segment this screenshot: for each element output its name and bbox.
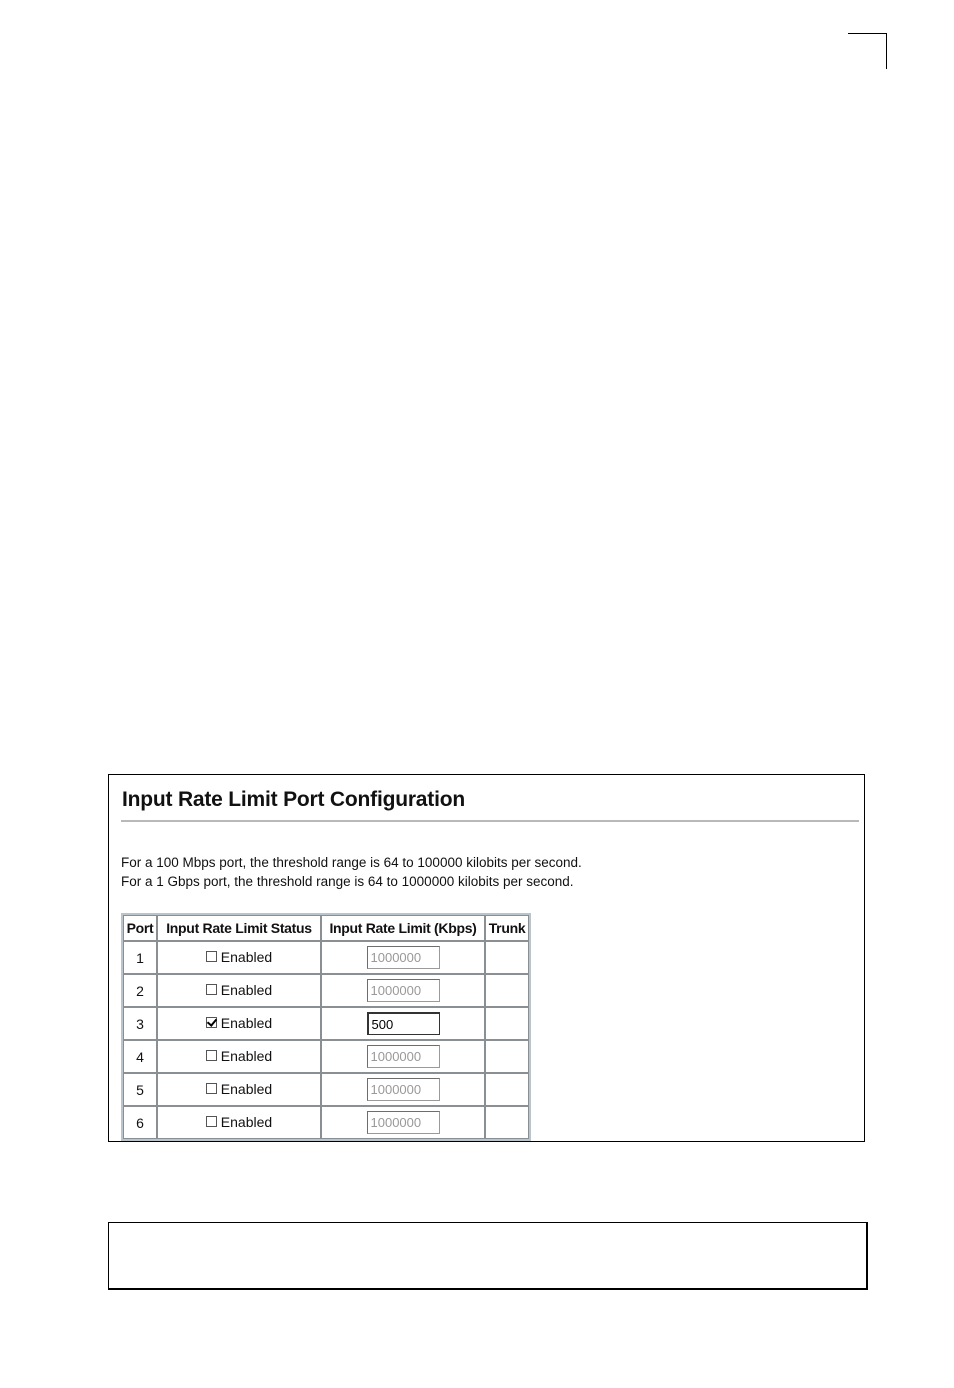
status-cell — [157, 1007, 321, 1040]
enabled-checkbox-label[interactable] — [206, 1081, 272, 1097]
status-cell — [157, 1040, 321, 1073]
port-cell: 3 — [123, 1007, 157, 1040]
table-row — [123, 1106, 529, 1139]
limit-cell — [321, 1007, 485, 1040]
rate-limit-table — [121, 913, 531, 1141]
trunk-cell — [485, 1073, 529, 1106]
enabled-label: Enabled — [220, 1048, 273, 1065]
rate-limit-input[interactable] — [367, 1012, 440, 1035]
trunk-cell — [485, 941, 529, 974]
table-row — [123, 1040, 529, 1073]
enabled-checkbox[interactable] — [206, 951, 217, 962]
limit-cell — [321, 974, 485, 1007]
limit-cell — [321, 1040, 485, 1073]
threshold-note-1gbps: For a 1 Gbps port, the threshold range is 64 to 1000000 kilobits per second. — [121, 874, 574, 889]
command-example-box — [108, 1222, 868, 1290]
enabled-checkbox-label[interactable] — [206, 1048, 272, 1064]
port-cell: 4 — [123, 1040, 157, 1073]
enabled-label: Enabled — [220, 1081, 273, 1098]
enabled-checkbox-label[interactable] — [206, 982, 272, 998]
port-cell: 6 — [123, 1106, 157, 1139]
port-cell: 5 — [123, 1073, 157, 1106]
header-trunk: Trunk — [485, 915, 529, 941]
enabled-label: Enabled — [220, 1114, 273, 1131]
enabled-checkbox[interactable] — [206, 984, 217, 995]
table-row — [123, 1007, 529, 1040]
status-cell — [157, 974, 321, 1007]
header-limit: Input Rate Limit (Kbps) — [321, 915, 485, 941]
enabled-checkbox[interactable] — [206, 1116, 217, 1127]
header-status: Input Rate Limit Status — [157, 915, 321, 941]
enabled-label: Enabled — [220, 949, 273, 966]
port-cell: 1 — [123, 941, 157, 974]
enabled-checkbox-label[interactable] — [206, 949, 272, 965]
table-row — [123, 974, 529, 1007]
rate-limit-input[interactable] — [367, 1111, 440, 1134]
limit-cell — [321, 1073, 485, 1106]
enabled-checkbox-label[interactable] — [206, 1015, 272, 1031]
enabled-checkbox[interactable] — [206, 1050, 217, 1061]
enabled-label: Enabled — [220, 1015, 273, 1032]
rate-limit-input[interactable] — [367, 1078, 440, 1101]
port-cell: 2 — [123, 974, 157, 1007]
rate-limit-input[interactable] — [367, 1045, 440, 1068]
rate-limit-input[interactable] — [367, 979, 440, 1002]
enabled-label: Enabled — [220, 982, 273, 999]
status-cell — [157, 941, 321, 974]
page-title: Input Rate Limit Port Configuration — [122, 788, 465, 811]
rate-limit-input[interactable] — [367, 946, 440, 969]
table-row — [123, 941, 529, 974]
status-cell — [157, 1106, 321, 1139]
trunk-cell — [485, 1007, 529, 1040]
enabled-checkbox-label[interactable] — [206, 1114, 272, 1130]
enabled-checkbox[interactable] — [206, 1017, 217, 1028]
limit-cell — [321, 1106, 485, 1139]
trunk-cell — [485, 1106, 529, 1139]
page-corner-mark — [848, 33, 887, 69]
trunk-cell — [485, 1040, 529, 1073]
header-port: Port — [123, 915, 157, 941]
input-rate-limit-panel — [108, 774, 865, 1142]
threshold-note-100mbps: For a 100 Mbps port, the threshold range is 64 to 100000 kilobits per second. — [121, 855, 582, 870]
table-row — [123, 1073, 529, 1106]
enabled-checkbox[interactable] — [206, 1083, 217, 1094]
table-header-row — [123, 915, 529, 941]
trunk-cell — [485, 974, 529, 1007]
title-divider — [121, 820, 859, 822]
status-cell — [157, 1073, 321, 1106]
limit-cell — [321, 941, 485, 974]
